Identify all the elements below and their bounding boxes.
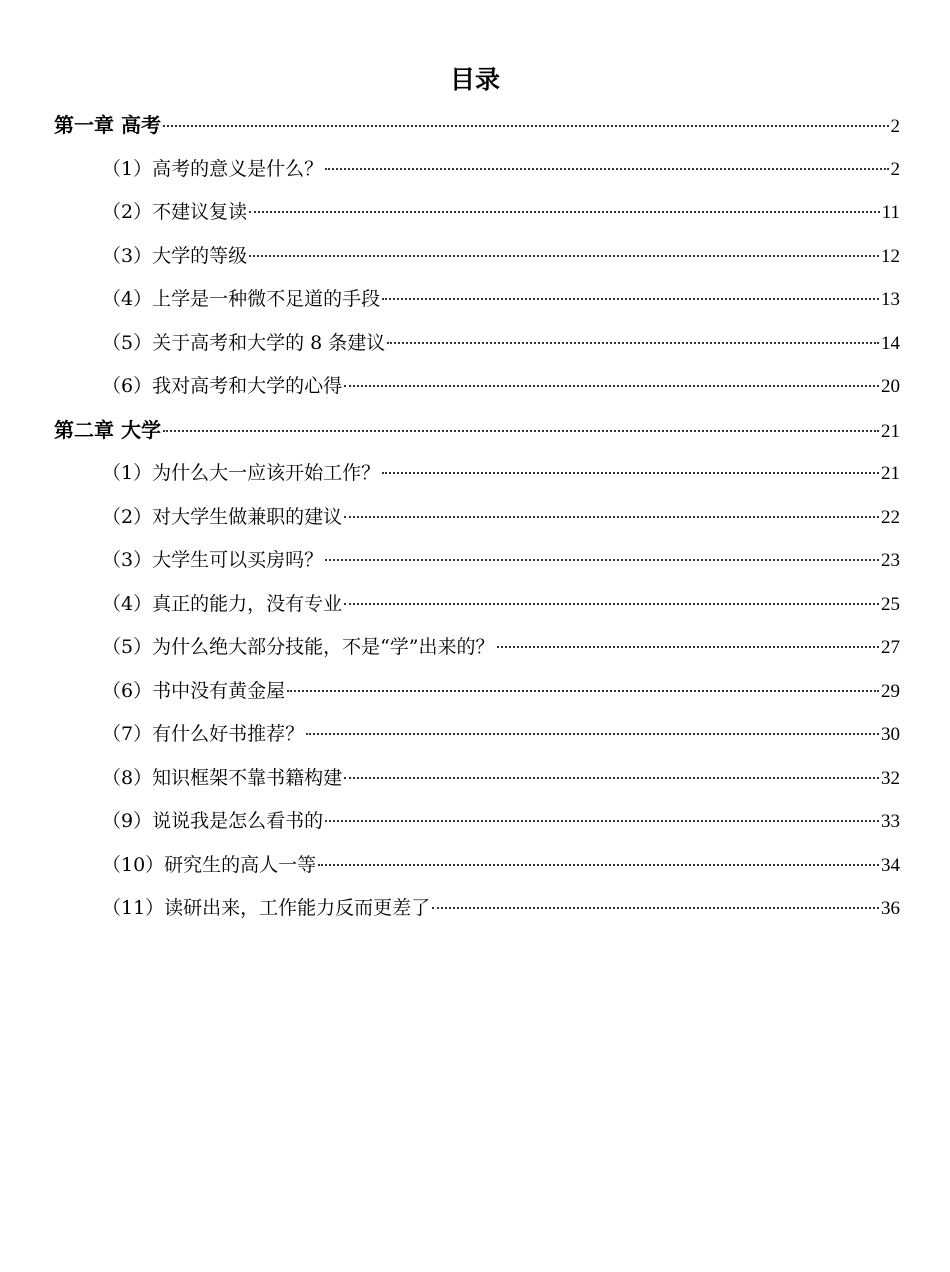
toc-section-entry[interactable] — [0, 670, 950, 714]
toc-entry-text: （4）真正的能力，没有专业 — [102, 592, 343, 615]
toc-page-number: 12 — [881, 245, 900, 267]
toc-section-entry[interactable] — [0, 148, 950, 192]
toc-section-entry[interactable] — [0, 191, 950, 235]
toc-chapter-entry[interactable] — [0, 104, 950, 148]
toc-entry-text: （11）读研出来，工作能力反而更差了 — [102, 897, 431, 919]
toc-page-number: 22 — [881, 506, 900, 528]
toc-entry-text: （5）为什么绝大部分技能，不是“学”出来的？ — [102, 636, 495, 658]
toc-entry-text: （7）有什么好书推荐？ — [102, 723, 305, 745]
toc-page-number: 11 — [881, 202, 900, 223]
toc-entry-text: （6）书中没有黄金屋 — [102, 679, 286, 702]
dot-leader — [432, 907, 879, 909]
toc-section-entry[interactable] — [0, 496, 950, 540]
toc-list — [0, 104, 950, 931]
toc-page-number: 20 — [881, 376, 900, 397]
toc-page-number: 14 — [881, 332, 900, 354]
toc-entry-text: （9）说说我是怎么看书的 — [102, 810, 324, 832]
toc-section-entry[interactable] — [0, 800, 950, 844]
toc-section-entry[interactable] — [0, 235, 950, 279]
dot-leader — [306, 733, 879, 735]
dot-leader — [249, 255, 879, 257]
toc-page-number: 2 — [890, 158, 900, 180]
toc-entry-text: （3）大学生可以买房吗？ — [102, 549, 324, 571]
toc-page-number: 21 — [881, 463, 900, 484]
dot-leader — [163, 125, 889, 127]
dot-leader — [287, 690, 879, 692]
toc-section-entry[interactable] — [0, 583, 950, 627]
toc-entry-text: 第一章 高考 — [54, 113, 161, 137]
dot-leader — [382, 472, 879, 474]
dot-leader — [344, 516, 879, 518]
dot-leader — [325, 559, 879, 561]
toc-entry-text: （5）关于高考和大学的 8 条建议 — [102, 331, 386, 354]
toc-entry-text: （1）为什么大一应该开始工作？ — [102, 462, 381, 484]
toc-entry-text: （2）对大学生做兼职的建议 — [102, 505, 343, 528]
toc-entry-text: （1）高考的意义是什么？ — [102, 157, 324, 180]
toc-entry-text: （4）上学是一种微不足道的手段 — [102, 288, 381, 310]
toc-section-entry[interactable] — [0, 365, 950, 409]
toc-section-entry[interactable] — [0, 626, 950, 670]
dot-leader — [387, 342, 879, 344]
dot-leader — [325, 168, 888, 170]
toc-title: 目录 — [449, 65, 500, 94]
toc-entry-text: （6）我对高考和大学的心得 — [102, 375, 343, 397]
toc-entry-text: （8）知识框架不靠书籍构建 — [102, 766, 343, 789]
toc-chapter-entry[interactable] — [0, 409, 950, 453]
dot-leader — [318, 864, 879, 866]
toc-section-entry[interactable] — [0, 539, 950, 583]
toc-entry-text: （3）大学的等级 — [102, 244, 248, 267]
toc-page-number: 36 — [881, 898, 900, 919]
toc-page-number: 13 — [881, 289, 900, 310]
toc-page-number: 29 — [881, 680, 900, 702]
dot-leader — [344, 777, 879, 779]
toc-section-entry[interactable] — [0, 844, 950, 888]
toc-page-number: 25 — [881, 593, 900, 615]
toc-section-entry[interactable] — [0, 757, 950, 801]
toc-section-entry[interactable] — [0, 322, 950, 366]
toc-entry-text: （2）不建议复读 — [102, 201, 248, 223]
toc-page-number: 2 — [890, 116, 900, 137]
toc-section-entry[interactable] — [0, 713, 950, 757]
dot-leader — [497, 646, 879, 648]
toc-entry-text: 第二章 大学 — [54, 417, 161, 442]
dot-leader — [249, 211, 880, 213]
toc-section-entry[interactable] — [0, 452, 950, 496]
toc-page-number: 34 — [881, 854, 900, 876]
dot-leader — [344, 603, 879, 605]
dot-leader — [344, 385, 879, 387]
toc-page-number: 23 — [881, 550, 900, 571]
dot-leader — [325, 820, 879, 822]
dot-leader — [382, 298, 879, 300]
toc-page-number: 33 — [881, 811, 900, 832]
toc-section-entry[interactable] — [0, 887, 950, 931]
toc-section-entry[interactable] — [0, 278, 950, 322]
toc-entry-text: （10）研究生的高人一等 — [102, 853, 317, 876]
toc-page-number: 21 — [881, 420, 900, 442]
toc-page-number: 30 — [881, 724, 900, 745]
toc-page-number: 27 — [881, 637, 900, 658]
toc-page-number: 32 — [881, 767, 900, 789]
dot-leader — [163, 430, 879, 432]
